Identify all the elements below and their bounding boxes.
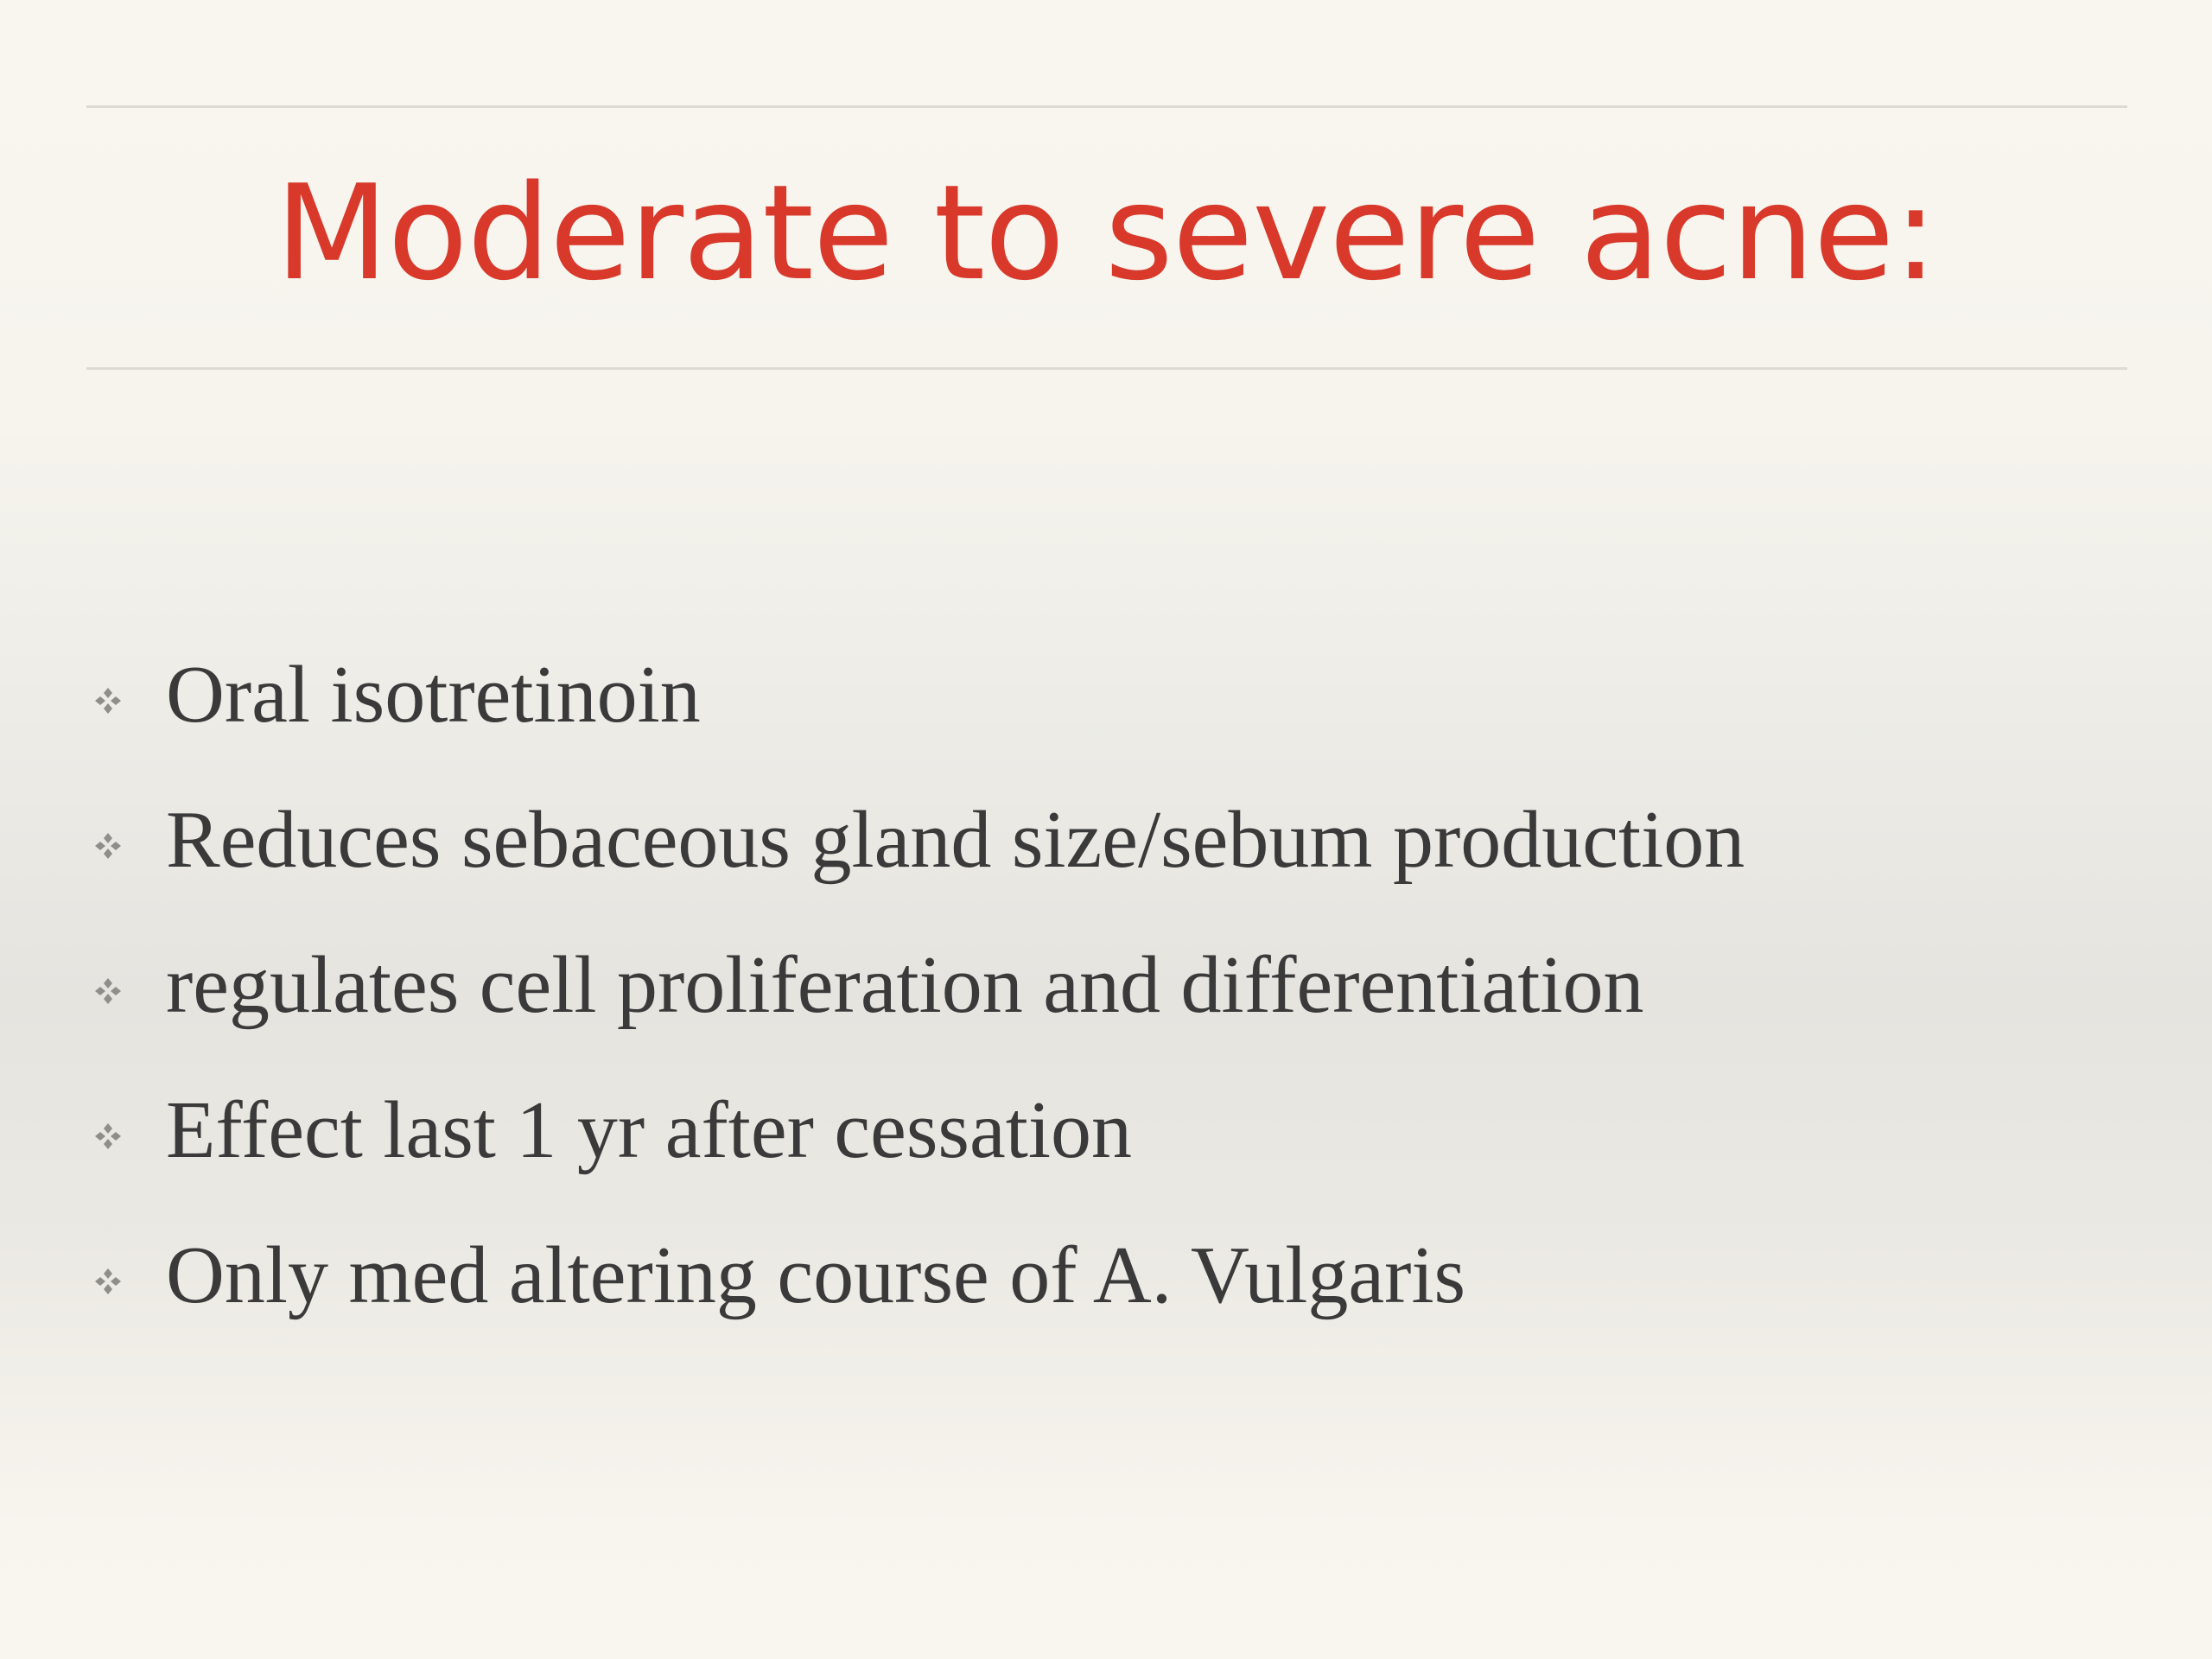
bullet-list bbox=[86, 622, 2143, 1348]
bullet-text: regulates cell proliferation and differentiation bbox=[166, 940, 1644, 1030]
bullet-item bbox=[86, 622, 2143, 767]
bullet-item bbox=[86, 1203, 2143, 1348]
four-diamond-bullet-icon bbox=[93, 686, 123, 715]
slide-title: Moderate to severe acne: bbox=[275, 156, 1937, 309]
four-diamond-bullet-icon bbox=[93, 1267, 123, 1296]
bullet-item bbox=[86, 767, 2143, 912]
bullet-text: Effect last 1 yr after cessation bbox=[166, 1085, 1132, 1175]
bullet-item bbox=[86, 1058, 2143, 1203]
bullet-item bbox=[86, 912, 2143, 1058]
bullet-text: Reduces sebaceous gland size/sebum production bbox=[166, 795, 1745, 885]
bottom-divider bbox=[86, 367, 2127, 370]
four-diamond-bullet-icon bbox=[93, 976, 123, 1006]
top-divider bbox=[86, 105, 2127, 108]
bullet-text: Only med altering course of A. Vulgaris bbox=[166, 1230, 1466, 1320]
bullet-text: Oral isotretinoin bbox=[166, 650, 701, 740]
four-diamond-bullet-icon bbox=[93, 831, 123, 861]
four-diamond-bullet-icon bbox=[93, 1122, 123, 1151]
